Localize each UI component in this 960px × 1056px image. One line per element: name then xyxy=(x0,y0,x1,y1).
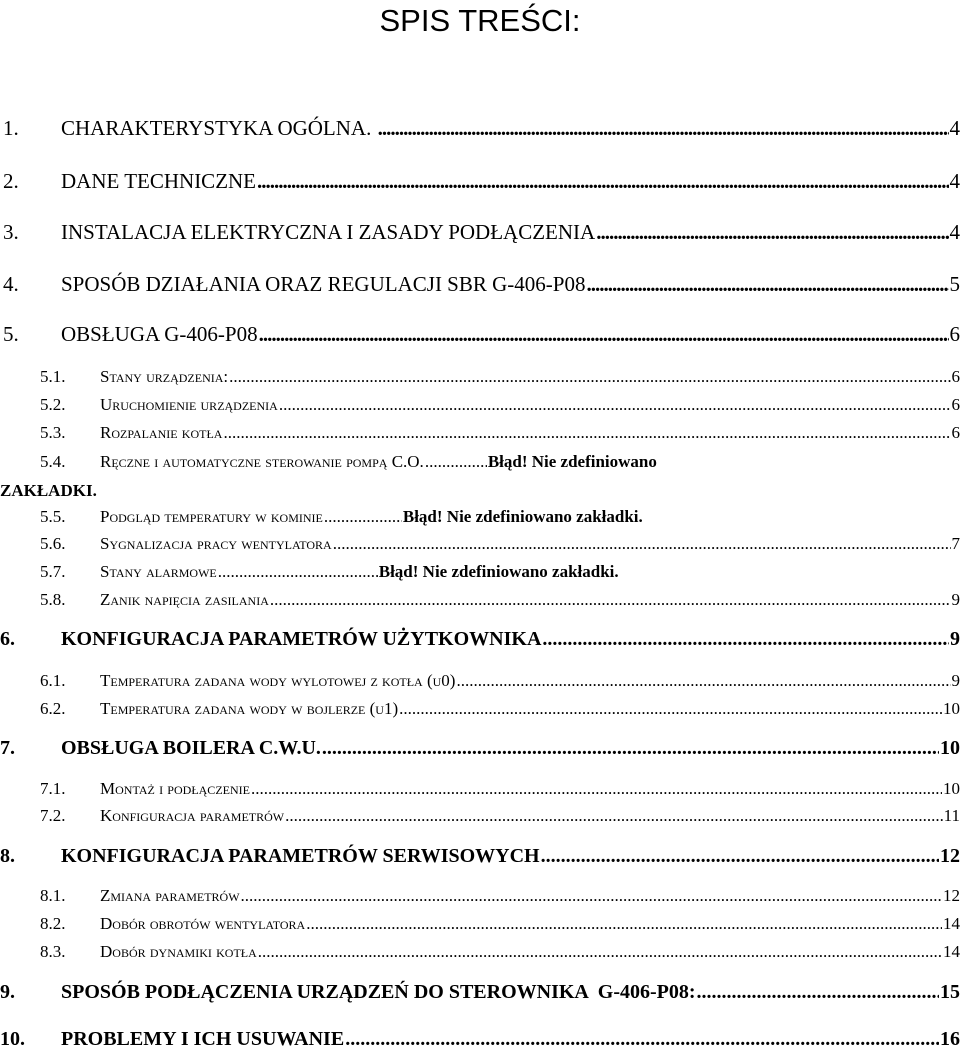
toc-entry-number: 5.3. xyxy=(40,423,66,442)
toc-entry-5-8[interactable] xyxy=(0,590,960,610)
toc-leader-dots xyxy=(229,367,950,387)
toc-entry-title: Uruchomienie urządzenia xyxy=(100,395,278,414)
toc-entry-number: 5.4. xyxy=(40,452,66,471)
toc-entry-9[interactable] xyxy=(0,981,960,1004)
toc-leader-dots xyxy=(378,116,949,141)
toc-entry-number: 7. xyxy=(0,737,15,759)
toc-leader-dots xyxy=(586,272,948,297)
toc-entry-page: 6 xyxy=(951,423,960,442)
toc-leader-dots xyxy=(541,845,939,868)
toc-entry-title: OBSŁUGA BOILERA C.W.U. xyxy=(61,737,321,759)
toc-entry-2[interactable] xyxy=(0,169,960,194)
toc-entry-8[interactable] xyxy=(0,845,960,868)
toc-entry-number: 6.2. xyxy=(40,699,66,718)
toc-entry-number: 4. xyxy=(3,272,19,296)
toc-entry-page: 16 xyxy=(940,1028,960,1050)
toc-leader-dots xyxy=(456,671,950,691)
toc-leader-dots xyxy=(596,220,948,245)
toc-entry-5-6[interactable] xyxy=(0,534,960,554)
toc-entry-page: 10 xyxy=(943,779,960,798)
toc-entry-error: Błąd! Nie zdefiniowano zakładki. xyxy=(402,507,643,526)
toc-entry-page: 4 xyxy=(949,116,960,140)
toc-leader-dots xyxy=(306,914,942,934)
toc-entry-5-5[interactable] xyxy=(0,507,960,527)
toc-entry-page: 5 xyxy=(949,272,960,296)
toc-leader-dots xyxy=(322,737,939,760)
toc-entry-title: Dobór obrotów wentylatora xyxy=(100,914,306,933)
toc-entry-title: PROBLEMY I ICH USUWANIE xyxy=(61,1028,345,1050)
toc-entry-number: 7.1. xyxy=(40,779,66,798)
toc-entry-page: 6 xyxy=(949,322,960,346)
toc-entry-8-2[interactable] xyxy=(0,914,960,934)
toc-entry-5-4-continued xyxy=(0,481,960,501)
toc-entry-number: 5.8. xyxy=(40,590,66,609)
toc-entry-page: 6 xyxy=(951,367,960,386)
toc-entry-title: DANE TECHNICZNE xyxy=(61,169,257,193)
toc-entry-5[interactable] xyxy=(0,322,960,347)
toc-entry-title: INSTALACJA ELEKTRYCZNA I ZASADY PODŁĄCZENIA xyxy=(61,220,596,244)
toc-entry-number: 8.1. xyxy=(40,886,66,905)
toc-entry-title: Zmiana parametrów xyxy=(100,886,240,905)
toc-entry-5-2[interactable] xyxy=(0,395,960,415)
toc-entry-number: 3. xyxy=(3,220,19,244)
toc-entry-number: 5.1. xyxy=(40,367,66,386)
toc-leader-dots xyxy=(425,452,487,472)
toc-leader-dots xyxy=(223,423,950,443)
toc-leader-dots xyxy=(257,169,948,194)
toc-entry-7-2[interactable] xyxy=(0,806,960,826)
toc-entry-title: Stany alarmowe xyxy=(100,562,217,581)
toc-entry-5-3[interactable] xyxy=(0,423,960,443)
toc-entry-number: 6. xyxy=(0,628,15,650)
toc-entry-number: 5.6. xyxy=(40,534,66,553)
toc-entry-page: 4 xyxy=(949,169,960,193)
toc-entry-page: 10 xyxy=(943,699,960,718)
toc-leader-dots xyxy=(279,395,951,415)
toc-entry-title: Podgląd temperatury w kominie xyxy=(100,507,323,526)
toc-leader-dots xyxy=(345,1028,939,1051)
toc-leader-dots xyxy=(270,590,951,610)
toc-entry-title: OBSŁUGA G-406-P08 xyxy=(61,322,258,346)
toc-entry-title: SPOSÓB PODŁĄCZENIA URZĄDZEŃ DO STEROWNIKA G-406-P08: xyxy=(61,981,696,1003)
toc-entry-page: 12 xyxy=(943,886,960,905)
toc-entry-page: 4 xyxy=(949,220,960,244)
toc-entry-3[interactable] xyxy=(0,220,960,245)
toc-entry-page: 12 xyxy=(940,845,960,867)
toc-entry-7-1[interactable] xyxy=(0,779,960,799)
toc-entry-1[interactable] xyxy=(0,116,960,141)
toc-entry-number: 1. xyxy=(3,116,19,140)
toc-entry-error: Błąd! Nie zdefiniowano zakładki. xyxy=(378,562,619,581)
toc-entry-8-3[interactable] xyxy=(0,942,960,962)
toc-entry-title: CHARAKTERYSTYKA OGÓLNA. xyxy=(61,116,377,140)
toc-entry-8-1[interactable] xyxy=(0,886,960,906)
toc-leader-dots xyxy=(697,981,939,1004)
toc-entry-title: Sygnalizacja pracy wentylatora xyxy=(100,534,332,553)
toc-entry-page: 11 xyxy=(943,806,960,825)
toc-entry-5-7[interactable] xyxy=(0,562,960,582)
toc-entry-number: 5.5. xyxy=(40,507,66,526)
toc-entry-title: Montaż i podłączenie xyxy=(100,779,250,798)
toc-leader-dots xyxy=(251,779,942,799)
toc-entry-5-1[interactable] xyxy=(0,367,960,387)
toc-entry-page: 10 xyxy=(940,737,960,759)
toc-entry-number: 5.2. xyxy=(40,395,66,414)
toc-entry-page: 15 xyxy=(940,981,960,1003)
toc-entry-title: KONFIGURACJA PARAMETRÓW UŻYTKOWNIKA xyxy=(61,628,542,650)
toc-leader-dots xyxy=(258,942,942,962)
toc-entry-title: Temperatura zadana wody wylotowej z kotła (u0) xyxy=(100,671,456,690)
toc-entry-5-4[interactable] xyxy=(0,452,960,472)
toc-entry-6-1[interactable] xyxy=(0,671,960,691)
toc-entry-title: Temperatura zadana wody w bojlerze (u1) xyxy=(100,699,399,718)
toc-entry-7[interactable] xyxy=(0,737,960,760)
toc-entry-error-continued: ZAKŁADKI. xyxy=(0,481,97,500)
toc-leader-dots xyxy=(241,886,942,906)
toc-entry-page: 9 xyxy=(950,628,960,650)
toc-entry-6[interactable] xyxy=(0,628,960,651)
toc-entry-6-2[interactable] xyxy=(0,699,960,719)
toc-entry-page: 7 xyxy=(951,534,960,553)
toc-entry-title: Rozpalanie kotła xyxy=(100,423,223,442)
toc-leader-dots xyxy=(285,806,943,826)
toc-entry-number: 8. xyxy=(0,845,15,867)
toc-entry-number: 2. xyxy=(3,169,19,193)
toc-entry-page: 14 xyxy=(943,942,960,961)
toc-entry-number: 10. xyxy=(0,1028,25,1050)
toc-entry-title: SPOSÓB DZIAŁANIA ORAZ REGULACJI SBR G-406-P08 xyxy=(61,272,586,296)
toc-leader-dots xyxy=(399,699,942,719)
toc-entry-page: 6 xyxy=(951,395,960,414)
toc-leader-dots xyxy=(324,507,402,527)
toc-leader-dots xyxy=(542,628,949,651)
toc-entry-page: 9 xyxy=(951,671,960,690)
toc-entry-error: Błąd! Nie zdefiniowano xyxy=(487,452,657,471)
toc-entry-number: 9. xyxy=(0,981,15,1003)
toc-entry-number: 6.1. xyxy=(40,671,66,690)
page-title: SPIS TREŚCI: xyxy=(379,3,581,38)
toc-entry-title: Ręczne i automatyczne sterowanie pompą C.O. xyxy=(100,452,424,471)
toc-entry-10[interactable] xyxy=(0,1028,960,1051)
toc-entry-number: 5. xyxy=(3,322,19,346)
toc-entry-number: 8.2. xyxy=(40,914,66,933)
toc-entry-title: Zanik napięcia zasilania xyxy=(100,590,269,609)
toc-entry-page: 14 xyxy=(943,914,960,933)
toc-entry-number: 5.7. xyxy=(40,562,66,581)
toc-entry-number: 7.2. xyxy=(40,806,66,825)
toc-entry-4[interactable] xyxy=(0,272,960,297)
toc-leader-dots xyxy=(218,562,378,582)
toc-leader-dots xyxy=(333,534,951,554)
toc-entry-title: Konfiguracja parametrów xyxy=(100,806,285,825)
toc-entry-title: Dobór dynamiki kotła xyxy=(100,942,257,961)
toc-entry-title: Stany urządzenia: xyxy=(100,367,229,386)
toc-leader-dots xyxy=(259,322,949,347)
toc-entry-page: 9 xyxy=(951,590,960,609)
toc-entry-title: KONFIGURACJA PARAMETRÓW SERWISOWYCH xyxy=(61,845,540,867)
toc-entry-number: 8.3. xyxy=(40,942,66,961)
